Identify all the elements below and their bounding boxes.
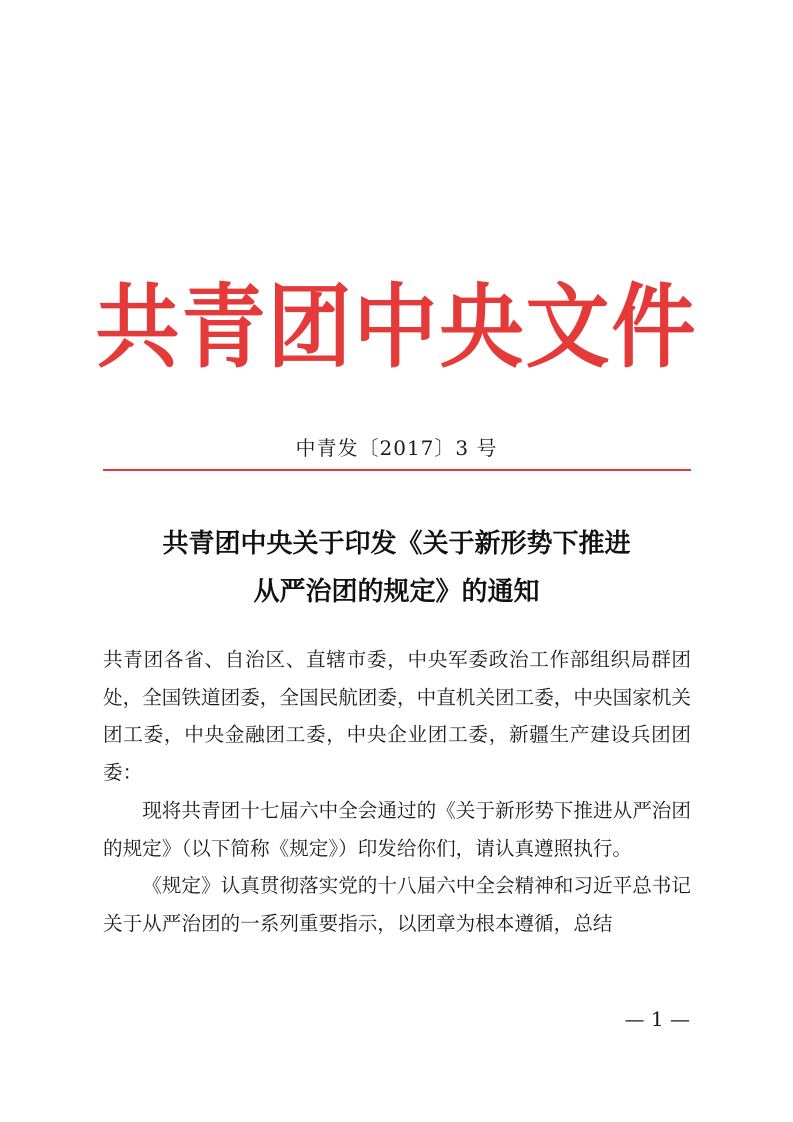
document-masthead: 共青团中央文件 [95, 273, 698, 380]
page-number: — 1 — [624, 1007, 690, 1031]
addressee-paragraph: 共青团各省、自治区、直辖市委，中央军委政治工作部组织局群团处，全国铁道团委，全国民航团委，中直机关团工委，中央国家机关团工委，中央金融团工委，中央企业团工委，新疆生产建设兵团团委： [103, 648, 691, 785]
title-line-2: 从严治团的规定》的通知 [253, 577, 540, 607]
body-paragraph-1: 现将共青团十七届六中全会通过的《关于新形势下推进从严治团的规定》（以下简称《规定》）印发给你们，请认真遵照执行。 [103, 798, 691, 860]
red-divider-line [103, 469, 691, 471]
document-body [103, 641, 691, 943]
document-number: 中青发〔2017〕3 号 [295, 436, 498, 460]
title-line-1: 共青团中央关于印发《关于新形势下推进 [162, 529, 631, 559]
body-paragraph-2: 《规定》认真贯彻落实党的十八届六中全会精神和习近平总书记关于从严治团的一系列重要指示，以团章为根本遵循，总结 [103, 874, 691, 935]
document-title [0, 520, 793, 616]
